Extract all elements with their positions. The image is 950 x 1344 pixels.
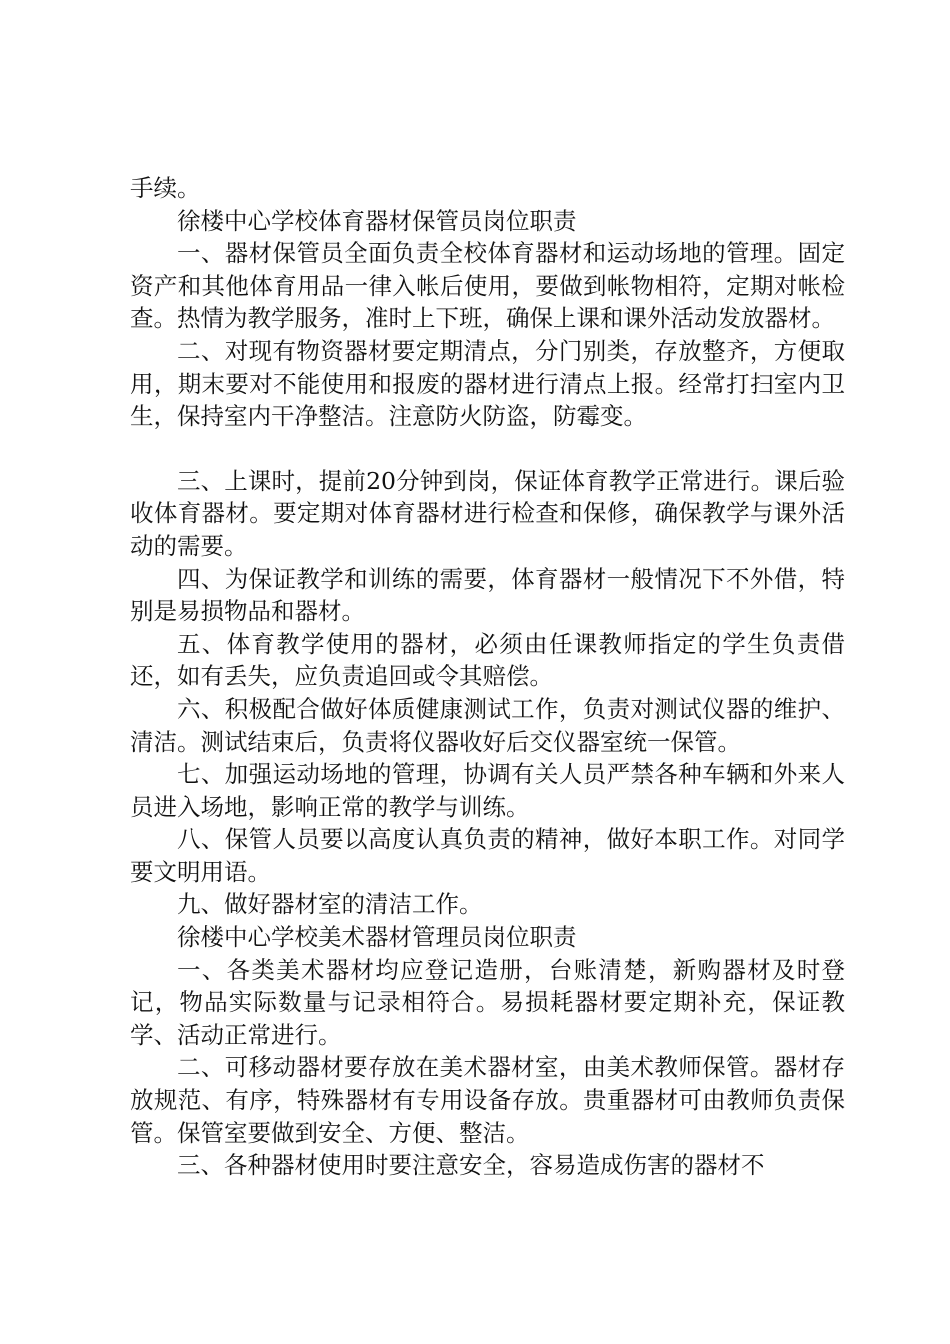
paragraph-item: 五、体育教学使用的器材，必须由任课教师指定的学生负责借还，如有丢失，应负责追回或令其赔偿。 [130,629,845,691]
paragraph-continuation: 手续。 [130,174,201,202]
paragraph-item: 八、保管人员要以高度认真负责的精神，做好本职工作。对同学要文明用语。 [130,825,845,886]
paragraph-item: 一、各类美术器材均应登记造册，台账清楚，新购器材及时登记，物品实际数量与记录相符合。易损耗器材要定期补充，保证教学、活动正常进行。 [130,955,845,1049]
paragraph-item: 一、器材保管员全面负责全校体育器材和运动场地的管理。固定资产和其他体育用品一律入帐后使用，要做到帐物相符，定期对帐检查。热情为教学服务，准时上下班，确保上课和课外活动发放器材。 [130,239,845,333]
paragraph-item: 二、可移动器材要存放在美术器材室，由美术教师保管。器材存放规范、有序，特殊器材有专用设备存放。贵重器材可由教师负责保管。保管室要做到安全、方便、整洁。 [130,1053,845,1147]
section-heading-art-equipment: 徐楼中心学校美术器材管理员岗位职责 [177,923,577,952]
paragraph-item: 四、为保证教学和训练的需要，体育器材一般情况下不外借，特别是易损物品和器材。 [130,564,845,626]
paragraph-item: 七、加强运动场地的管理，协调有关人员严禁各种车辆和外来人员进入场地，影响正常的教学与训练。 [130,760,845,821]
paragraph-item: 三、上课时，提前20分钟到岗，保证体育教学正常进行。课后验收体育器材。要定期对体育器材进行检查和保修，确保教学与课外活动的需要。 [130,466,845,560]
document-page [130,172,845,1182]
paragraph-item: 三、各种器材使用时要注意安全，容易造成伤害的器材不 [177,1151,765,1180]
section-heading-pe-equipment: 徐楼中心学校体育器材保管员岗位职责 [177,206,577,235]
paragraph-item: 六、积极配合做好体质健康测试工作，负责对测试仪器的维护、清洁。测试结束后，负责将仪器收好后交仪器室统一保管。 [130,694,845,756]
paragraph-item: 九、做好器材室的清洁工作。 [177,890,483,919]
paragraph-item: 二、对现有物资器材要定期清点，分门别类，存放整齐，方便取用，期末要对不能使用和报废的器材进行清点上报。经常打扫室内卫生，保持室内干净整洁。注意防火防盗，防霉变。 [130,336,845,431]
